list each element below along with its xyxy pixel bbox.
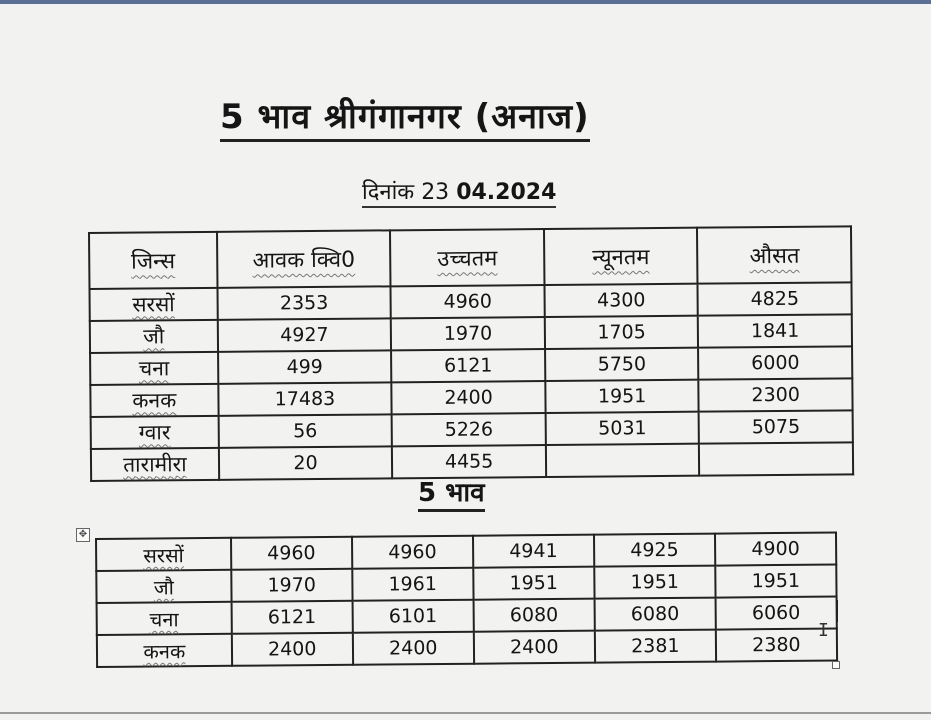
rate-cell: 2400 [232, 633, 353, 666]
arrivals-price-table [88, 225, 854, 482]
crop-cell: जौ [96, 570, 231, 603]
section-subtitle: 5 भाव [418, 478, 485, 512]
lowest-cell [546, 444, 700, 477]
crop-cell: ग्वार [91, 416, 219, 449]
text-cursor-icon: I [818, 620, 829, 641]
rate-cell: 6101 [352, 600, 473, 633]
table-row [97, 629, 837, 667]
arrival-cell: 4927 [217, 318, 391, 352]
rate-cell: 2400 [353, 632, 474, 665]
rate-cell: 2381 [595, 630, 716, 663]
average-cell [699, 442, 853, 475]
arrival-cell: 2353 [217, 286, 391, 320]
crop-cell: कनक [90, 384, 218, 417]
highest-cell: 1970 [391, 317, 545, 350]
average-cell: 4825 [698, 282, 852, 315]
header-highest: उच्चतम [390, 229, 544, 286]
rate-cell: 1970 [231, 569, 352, 602]
date-line [362, 180, 556, 208]
arrival-cell: 17483 [218, 382, 392, 416]
rate-cell: 2400 [474, 631, 595, 664]
crop-cell: जौ [90, 320, 218, 353]
average-cell: 6000 [698, 346, 852, 379]
table-row [91, 442, 853, 481]
page-title: 5 भाव श्रीगंगानगर (अनाज) [220, 98, 590, 142]
average-cell: 1841 [698, 314, 852, 347]
crop-cell: चना [97, 602, 232, 635]
text-caret [836, 600, 838, 622]
rate-cell: 4960 [352, 536, 473, 569]
rate-cell: 1961 [352, 568, 473, 601]
average-cell: 5075 [699, 410, 853, 443]
date-month-year: 04.2024 [456, 180, 557, 205]
crop-cell: सरसों [89, 288, 217, 321]
rate-cell: 6080 [473, 599, 594, 632]
crop-cell: चना [90, 352, 218, 385]
rate-cell: 6080 [594, 598, 715, 631]
rate-cell: 6121 [231, 601, 352, 634]
header-lowest: न्यूनतम [544, 228, 698, 285]
rate-cell: 4941 [473, 535, 594, 568]
rate-cell: 2380 [716, 629, 837, 662]
rate-cell: 4960 [231, 537, 352, 570]
lowest-cell: 5750 [545, 348, 699, 381]
crop-cell: तारामीरा [91, 448, 219, 481]
highest-cell: 6121 [391, 349, 545, 382]
arrival-cell: 56 [218, 414, 392, 448]
table-header-row [89, 226, 851, 289]
header-arrival: आवक क्वि0 [217, 230, 391, 288]
highest-cell: 4455 [392, 445, 546, 478]
five-rates-table [95, 532, 838, 668]
rate-cell: 1951 [473, 567, 594, 600]
arrival-cell: 499 [218, 350, 392, 384]
lowest-cell: 4300 [544, 284, 698, 317]
window-bottom-border [0, 712, 931, 714]
average-cell: 2300 [699, 378, 853, 411]
rate-cell: 1951 [715, 565, 836, 598]
date-day: 23 [421, 180, 450, 205]
crop-cell: कनक [97, 634, 232, 667]
header-average: औसत [697, 226, 851, 283]
window-top-border [0, 0, 931, 4]
highest-cell: 4960 [391, 285, 545, 318]
resize-icon[interactable] [832, 661, 840, 669]
arrival-cell: 20 [219, 446, 393, 480]
highest-cell: 5226 [392, 413, 546, 446]
lowest-cell: 5031 [546, 412, 700, 445]
header-crop: जिन्स [89, 232, 217, 289]
date-label: दिनांक [362, 180, 415, 205]
lowest-cell: 1951 [545, 380, 699, 413]
crop-cell: सरसों [96, 538, 231, 571]
rate-cell: 6060 [715, 597, 836, 630]
highest-cell: 2400 [392, 381, 546, 414]
lowest-cell: 1705 [545, 316, 699, 349]
rate-cell: 4925 [594, 534, 715, 567]
move-icon[interactable]: ✥ [76, 528, 90, 542]
rate-cell: 1951 [594, 566, 715, 599]
rate-cell: 4900 [715, 533, 836, 566]
